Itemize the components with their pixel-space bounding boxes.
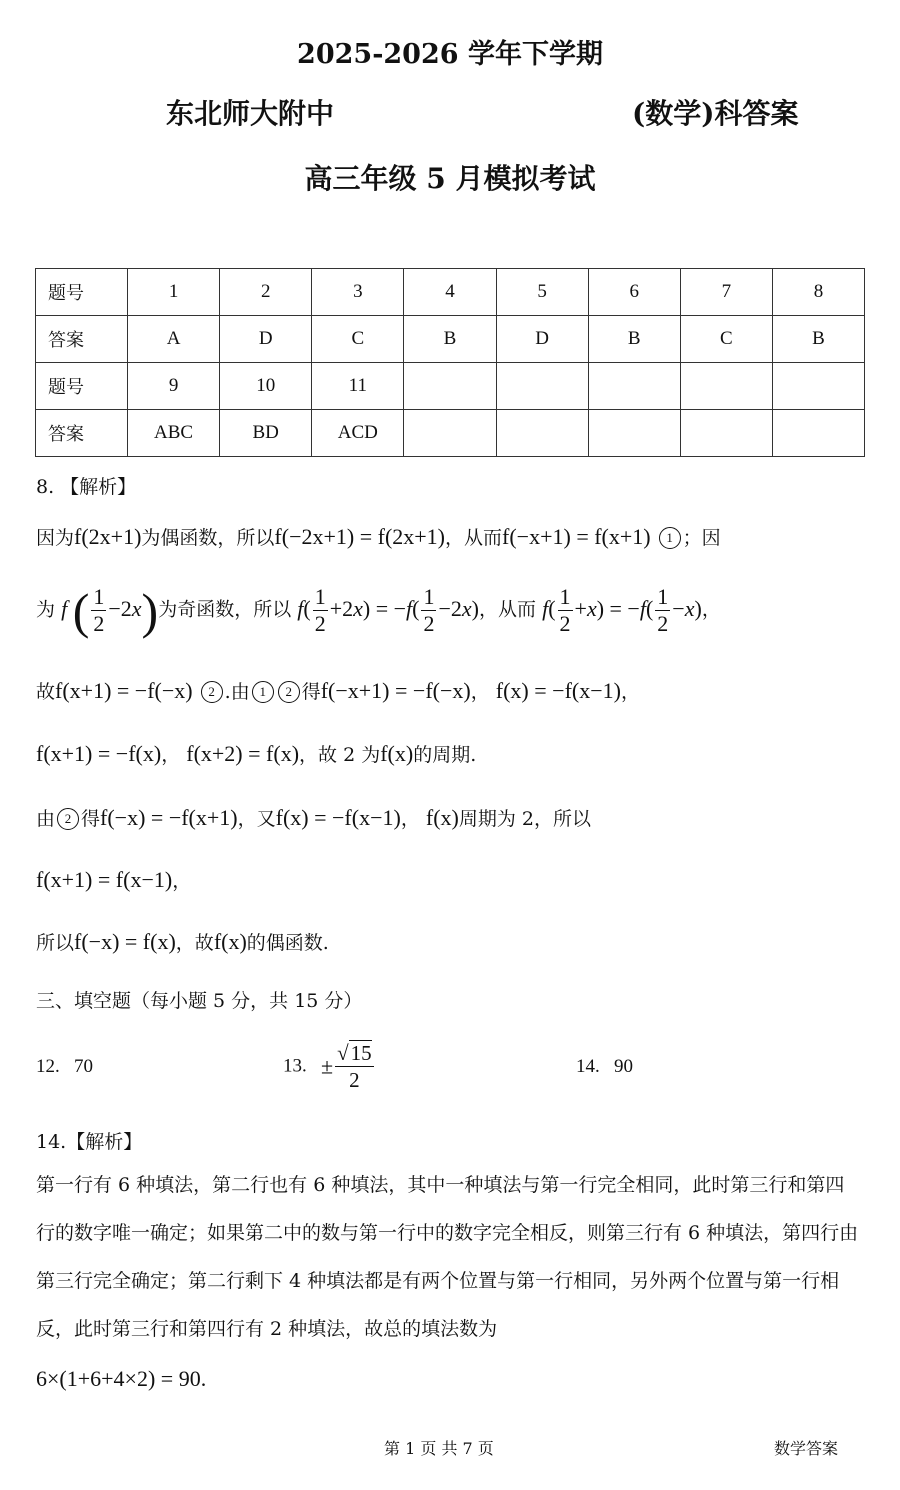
question-number: 6 bbox=[588, 269, 680, 316]
term-title: 2025-2026 学年下学期 bbox=[297, 39, 603, 70]
question-number: 1 bbox=[128, 269, 220, 316]
question-number: 4 bbox=[404, 269, 496, 316]
answer-cell: B bbox=[588, 316, 680, 363]
answer-table bbox=[35, 268, 865, 457]
answer-cell: B bbox=[772, 316, 864, 363]
q8-line-4: f(x+1) = −f(x)， f(x+2) = f(x)，故 2 为f(x)的周期. bbox=[36, 741, 477, 766]
answer-cell: ACD bbox=[312, 410, 404, 457]
row-label: 题号 bbox=[36, 363, 128, 410]
answer-cell: A bbox=[128, 316, 220, 363]
table-row bbox=[36, 410, 865, 457]
circled-number: 2 bbox=[57, 808, 79, 830]
q8-line-2: 为 f ( $\frac{1}{2}$ −2x)为奇函数，所以 f( $\frac{1}{2}$ +2x) = −f( $\frac{1}{2}$ −2x)，从而 f( $\frac{1}{2}$ +x) = −f( $\frac{1}{2}$ −x)， bbox=[36, 582, 721, 639]
question-number: 5 bbox=[496, 269, 588, 316]
table-row bbox=[36, 363, 865, 410]
answer-cell: ABC bbox=[128, 410, 220, 457]
question-number: 10 bbox=[220, 363, 312, 410]
odd-function-expr: f ( $\frac{1}{2}$ −2x) bbox=[61, 582, 159, 639]
q14-text: 第一行有 6 种填法，第二行也有 6 种填法，其中一种填法与第一行完全相同，此时第三行和第四行的数字唯一确定；如果第二中的数与第一行中的数字完全相反，则第三行有 6 种填法，第四行由第三行完全确定；第二行剩下 4 种填法都是有两个位置与第一行相同，另外两个位置与第一行相反，此时第三行和第四行有 2 种填法，故总的填法数为 bbox=[36, 1174, 859, 1340]
answer-cell bbox=[588, 410, 680, 457]
answer-cell bbox=[404, 410, 496, 457]
section-title: 三、填空题（每小题 5 分，共 15 分） bbox=[36, 990, 363, 1012]
question-number: 8 bbox=[772, 269, 864, 316]
page-number: 第 1 页 共 7 页 bbox=[384, 1439, 494, 1458]
question-number: 11 bbox=[312, 363, 404, 410]
q8-line-6: f(x+1) = f(x−1)， bbox=[36, 867, 192, 892]
question-number: 9 bbox=[128, 363, 220, 410]
subject-title: (数学)科答案 bbox=[632, 97, 799, 130]
circled-number: 1 bbox=[252, 681, 274, 703]
question-number bbox=[496, 363, 588, 410]
answer-cell: C bbox=[680, 316, 772, 363]
answer-cell: D bbox=[496, 316, 588, 363]
table-row bbox=[36, 269, 865, 316]
answer-cell bbox=[680, 410, 772, 457]
table-row bbox=[36, 316, 865, 363]
row-label: 答案 bbox=[36, 410, 128, 457]
circled-number: 1 bbox=[659, 527, 681, 549]
answer-12: 12. 70 bbox=[36, 1056, 93, 1077]
answer-cell bbox=[496, 410, 588, 457]
answer-13: 13. ± $\frac{√15}{2}$ bbox=[283, 1041, 372, 1092]
row-label: 答案 bbox=[36, 316, 128, 363]
q14-formula: 6×(1+6+4×2) = 90. bbox=[36, 1366, 207, 1391]
q8-heading: 8. 【解析】 bbox=[36, 476, 137, 498]
answer-cell: BD bbox=[220, 410, 312, 457]
question-number bbox=[404, 363, 496, 410]
question-number: 7 bbox=[680, 269, 772, 316]
fraction: $\frac{√15}{2}$ bbox=[337, 1041, 372, 1092]
school-name: 东北师大附中 bbox=[166, 97, 335, 130]
q8-line-7: 所以f(−x) = f(x)，故f(x)的偶函数. bbox=[36, 929, 329, 954]
question-number bbox=[680, 363, 772, 410]
footer-label: 数学答案 bbox=[774, 1439, 839, 1458]
answer-cell: D bbox=[220, 316, 312, 363]
q8-line-3: 故f(x+1) = −f(−x) 2 .由 1 2 得f(−x+1) = −f(−x)， f(x) = −f(x−1)， bbox=[36, 678, 640, 703]
row-label: 题号 bbox=[36, 269, 128, 316]
question-number bbox=[772, 363, 864, 410]
answer-14: 14. 90 bbox=[576, 1056, 633, 1077]
circled-number: 2 bbox=[201, 681, 223, 703]
odd-relation-expr-2: f( $\frac{1}{2}$ +x) = −f( $\frac{1}{2}$ −x) bbox=[542, 584, 702, 636]
answer-cell bbox=[772, 410, 864, 457]
circled-number: 2 bbox=[278, 681, 300, 703]
q8-line-1: 因为f(2x+1)为偶函数，所以f(−2x+1) = f(2x+1)，从而f(−x+1) = f(x+1) 1 ；因 bbox=[36, 524, 721, 549]
q8-line-5: 由 2 得f(−x) = −f(x+1)，又f(x) = −f(x−1)， f(x)周期为 2，所以 bbox=[36, 805, 592, 830]
question-number bbox=[588, 363, 680, 410]
answer-cell: B bbox=[404, 316, 496, 363]
fraction: $\frac{1}{2}$ bbox=[93, 584, 105, 636]
question-number: 3 bbox=[312, 269, 404, 316]
exam-title: 高三年级 5 月模拟考试 bbox=[304, 162, 596, 195]
answer-cell: C bbox=[312, 316, 404, 363]
odd-relation-expr: f( $\frac{1}{2}$ +2x) = −f( $\frac{1}{2}$ −2x) bbox=[297, 584, 479, 636]
question-number: 2 bbox=[220, 269, 312, 316]
q14-heading: 14.【解析】 bbox=[36, 1131, 143, 1153]
